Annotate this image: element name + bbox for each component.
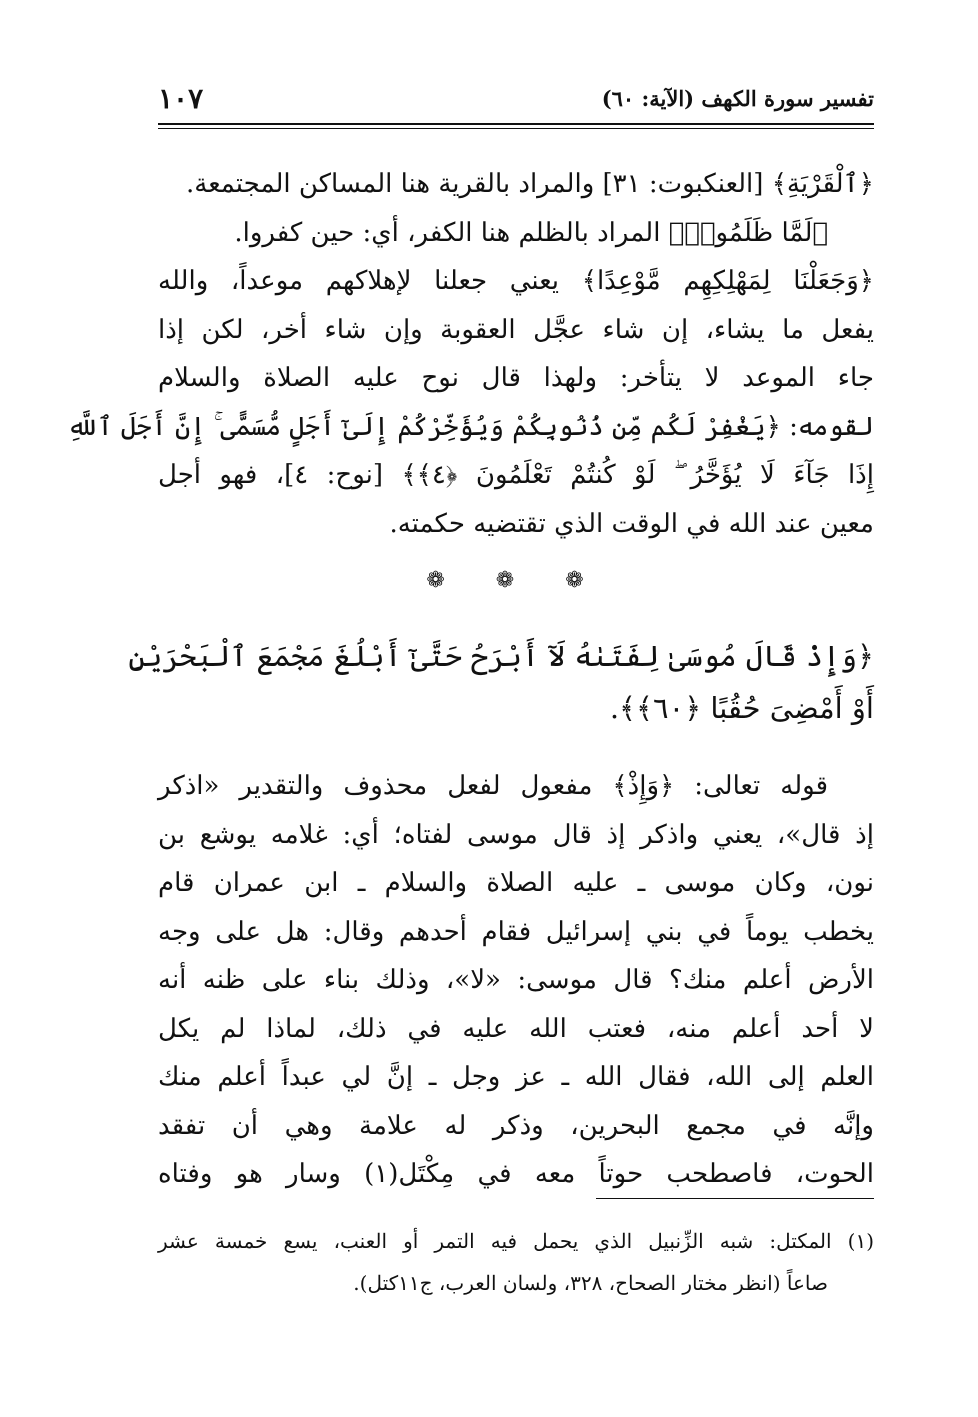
header-rule (158, 123, 874, 125)
text-line: لقومه: ﴿يَغْفِرْ لَكُم مِّن ذُنُوبِكُمْ وَيُؤَخِّرْكُمْ إِلَىٰٓ أَجَلٍ مُّسَمًّى ۚ إِنَّ أَجَلَ ٱللَّهِ (67, 411, 874, 442)
text-line: إِذَا جَآءَ لَا يُؤَخَّرُ ۖ لَوْ كُنتُمْ تَعْلَمُونَ ﴿٤﴾﴾ [نوح: ٤]، فهو أجل (158, 460, 874, 490)
footnote-rule (596, 1198, 874, 1199)
text-line: إذ قال»، يعني واذكر إذ قال موسى لفتاه؛ أي: غلامه يوشع بن (158, 819, 874, 850)
verse-line: ﴿وَإِذْ قَالَ مُوسَىٰ لِفَتَىٰهُ لَآ أَبْرَحُ حَتَّىٰٓ أَبْلُغَ مَجْمَعَ ٱلْبَحْرَيْنِ (128, 639, 874, 673)
footnote-line: (١) المكتل: شبه الزِّنبيل الذي يحمل فيه التمر أو العنب، يسع خمسة عشر (158, 1229, 874, 1253)
text-line: وإنَّه في مجمع البحرين، وذكر له علامة وهي أن تفقد (158, 1110, 874, 1141)
quran-verse-block (128, 630, 874, 734)
text-line: العلم إلى الله، فقال الله ـ عز وجل ـ إنَّ لي عبداً أعلم منك (158, 1062, 874, 1092)
verse-line: أَوْ أَمْضِىَ حُقُبًا ﴿٦٠﴾﴾. (609, 691, 874, 725)
running-title: تفسير سورة الكهف (الآية: ٦٠) (601, 86, 874, 111)
header-rule-thin (158, 128, 874, 129)
footnote-line: صاعاً (انظر مختار الصحاح، ٣٢٨، ولسان العرب، ج١١كتل). (353, 1271, 828, 1295)
section-divider-ornament: ❁ ❁ ❁ (426, 568, 606, 593)
text-line: نون، وكان موسى ـ عليه الصلاة والسلام ـ ابن عمران قام (158, 868, 874, 898)
text-line: الحوت، فاصطحب حوتاً معه في مِكْتَل(١) وسار هو وفتاه (158, 1159, 874, 1189)
text-line: جاء الموعد لا يتأخر: ولهذا قال نوح عليه الصلاة والسلام (158, 363, 874, 393)
text-line: الأرض أعلم منك؟ قال موسى: «لا»، وذلك بناء على ظنه أنه (158, 965, 874, 995)
footnotes (158, 1220, 874, 1304)
text-line: قوله تعالى: ﴿وَإِذْ﴾ مفعول لفعل محذوف والتقدير «اذكر (158, 771, 828, 801)
section-commentary-2 (158, 762, 874, 1199)
section-commentary-1 (67, 160, 874, 548)
text-line: ﴿لَمَّا ظَلَمُوا۟﴾ المراد بالظلم هنا الكفر، أي: حين كفروا. (234, 217, 828, 248)
page-header (158, 80, 874, 120)
text-line: ﴿ٱلْقَرْيَةِ﴾ [العنكبوت: ٣١] والمراد بالقرية هنا المساكن المجتمعة. (186, 169, 874, 199)
text-line: لا أحد أعلم منه، فعتب الله عليه في ذلك، لماذا لم يكل (158, 1013, 874, 1044)
text-line: ﴿وَجَعَلْنَا لِمَهْلِكِهِم مَّوْعِدًا﴾ يعني جعلنا لإهلاكهم موعداً، والله (158, 266, 874, 296)
text-line: يخطب يوماً في بني إسرائيل فقام أحدهم وقال: هل على وجه (158, 916, 874, 947)
page-number: ١٠٧ (158, 82, 204, 115)
text-line: معين عند الله في الوقت الذي تقتضيه حكمته. (389, 508, 874, 539)
text-line: يفعل ما يشاء، إن شاء عجَّل العقوبة وإن شاء أخر، لكن إذا (158, 314, 874, 345)
